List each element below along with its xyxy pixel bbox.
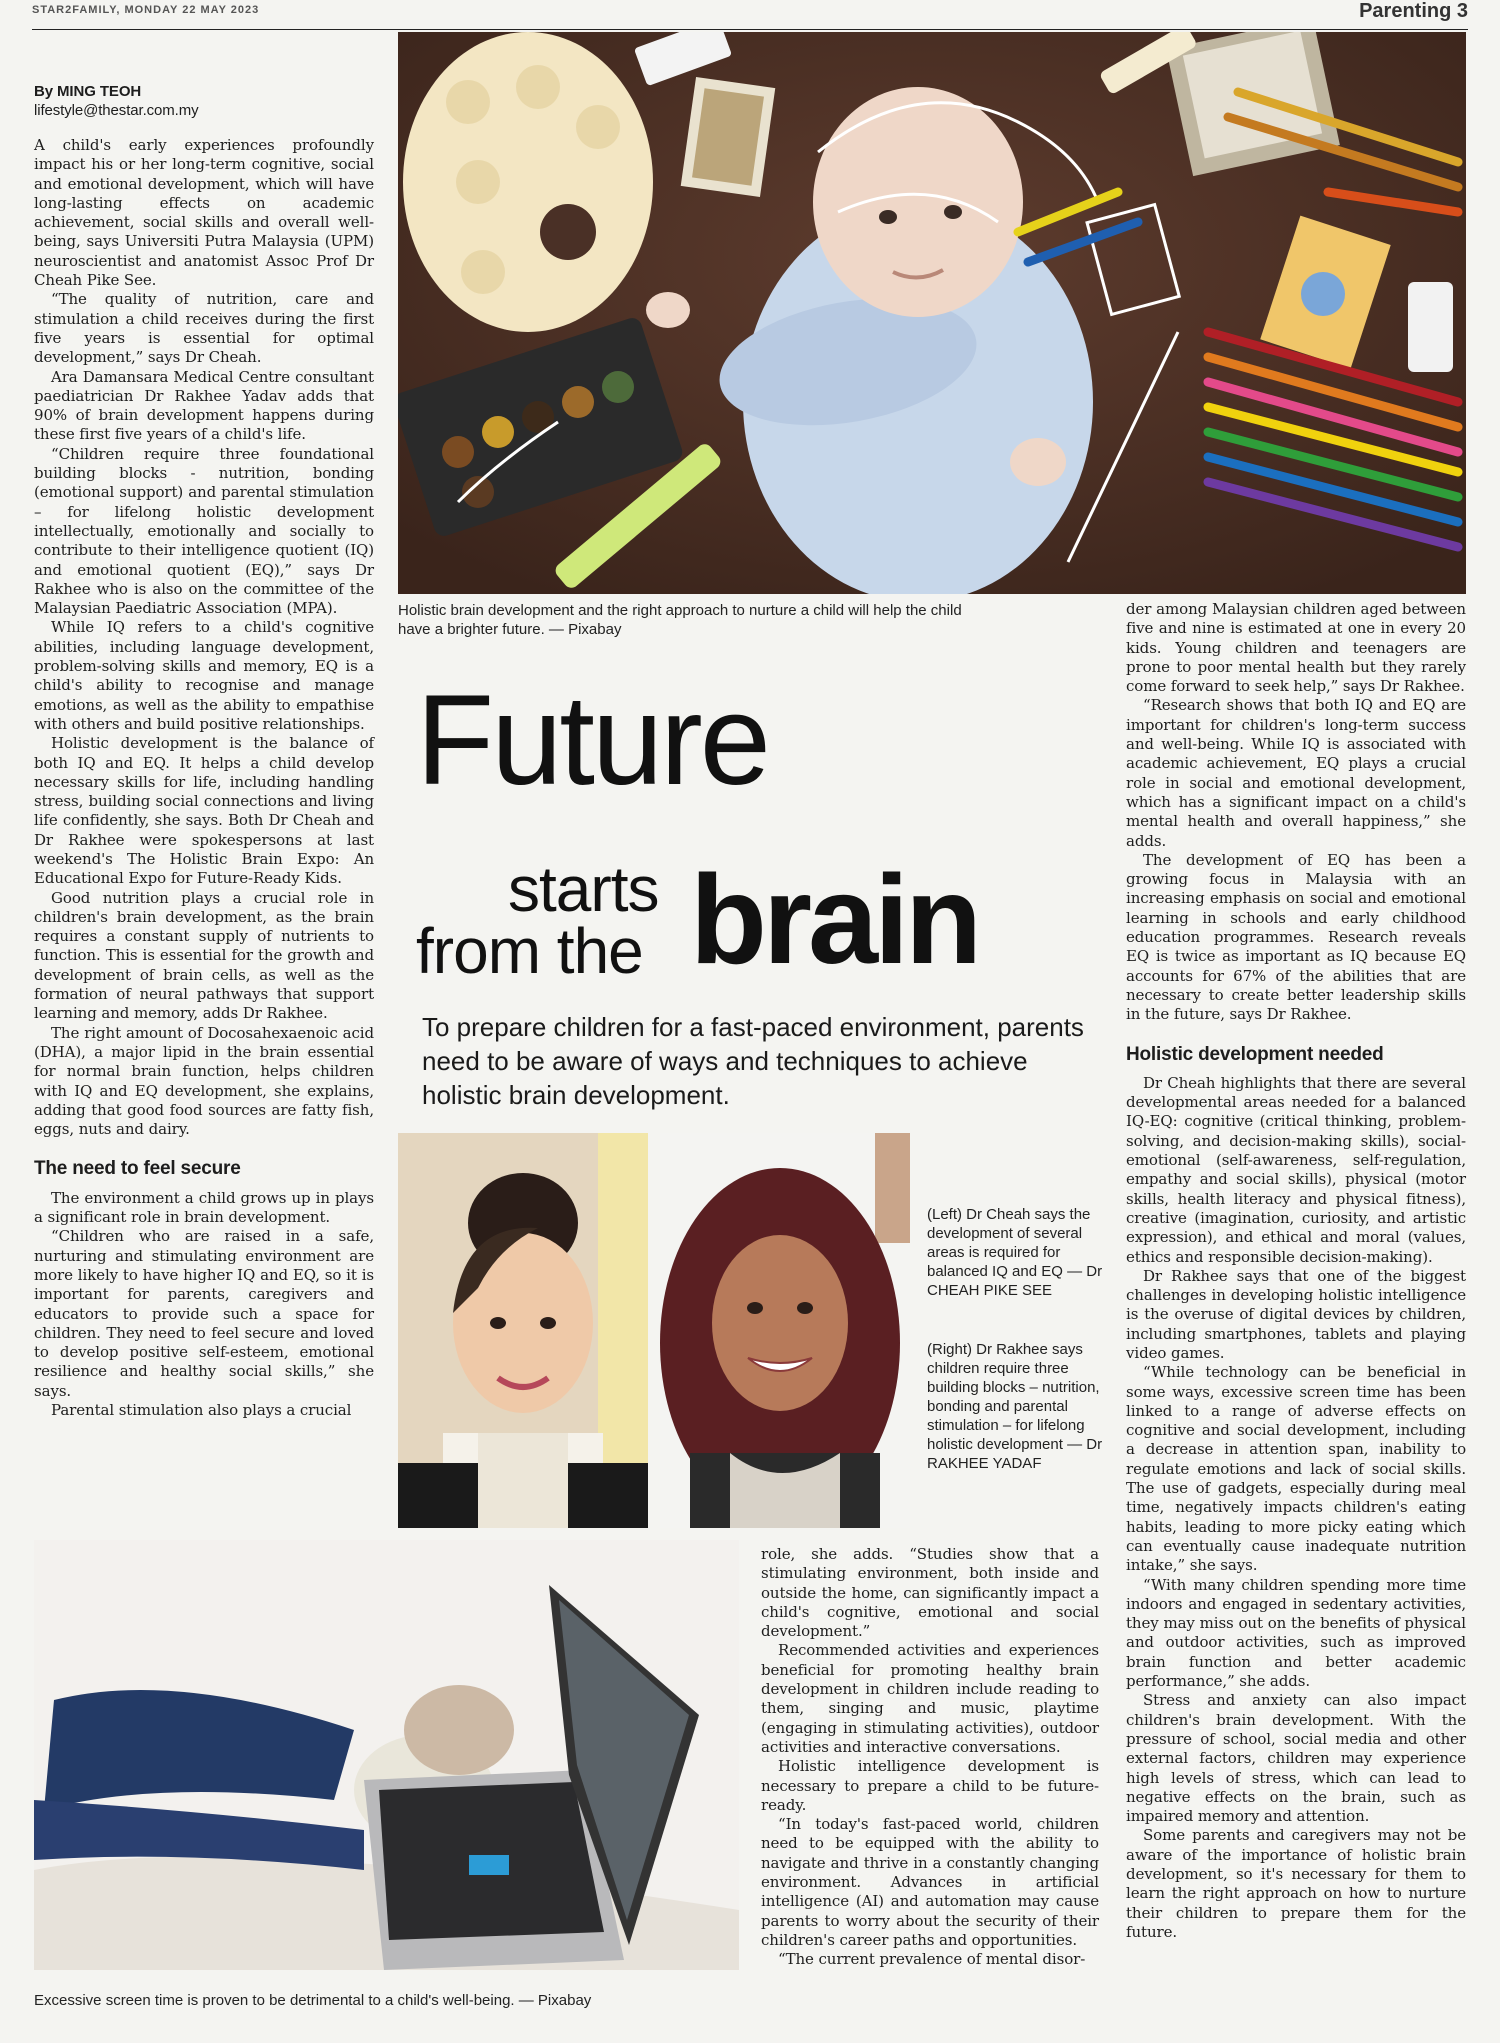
paragraph: “The quality of nutrition, care and stimulation a child receives during the first five years is essential for optimal development,” says Dr Cheah. xyxy=(34,290,374,367)
laptop-photo-caption: Excessive screen time is proven to be detrimental to a child's well-being. — Pixabay xyxy=(34,1992,592,2009)
paragraph: role, she adds. “Studies show that a stimulating environment, both inside and outside the home, can significantly impact a child's cognitive, emotional and social development.” xyxy=(761,1545,1099,1641)
byline-name: By MING TEOH xyxy=(34,83,142,100)
column-left xyxy=(34,82,374,1420)
paragraph: Holistic intelligence development is necessary to prepare a child to be future-ready. xyxy=(761,1757,1099,1814)
paragraph: “Children require three foundational building blocks - nutrition, bonding (emotional support) and parental stimulation – for lifelong holistic development intellectually, emotionally and socially to contribute to their intelligence quotient (IQ) and emotional quotient (EQ),” says Dr Rakhee who is also on the committee of the Malaysian Paediatric Association (MPA). xyxy=(34,444,374,618)
baby-art-illustration xyxy=(398,32,1466,594)
paragraph: “Children who are raised in a safe, nurturing and stimulating environment are more likely to have higher IQ and EQ, so it is important for parents, caregivers and educators to provide such a space for children. They need to feel secure and loved to develop positive self-esteem, emotional resilience and healthy social skills,” she says. xyxy=(34,1227,374,1400)
paragraph: Holistic development is the balance of both IQ and EQ. It helps a child develop necessary skills for life, including handling stress, building social connections and living life confidently, she says. Both Dr Cheah and Dr Rakhee were spokespersons at last weekend's The Holistic Brain Expo: An Educational Expo for Future-Ready Kids. xyxy=(34,734,374,888)
paragraph: Some parents and caregivers may not be aware of the importance of holistic brain development, so it's necessary for them to learn the right approach on how to nurture their children to prepare them for the future. xyxy=(1126,1826,1466,1941)
subhead-holistic: Holistic development needed xyxy=(1126,1043,1384,1065)
paragraph: Stress and anxiety can also impact children's brain development. With the pressure of school, social media and other external factors, children may experience high levels of stress, which can lead to negative effects on the brain, such as impaired memory and attention. xyxy=(1126,1691,1466,1826)
paragraph: Good nutrition plays a crucial role in children's brain development, as the brain requires a constant supply of nutrients to function. This is essential for the growth and development of brain cells, as well as the formation of neural pathways that support learning and memory, adds Dr Rakhee. xyxy=(34,888,374,1023)
header-section-date: STAR2FAMILY, MONDAY 22 MAY 2023 xyxy=(32,4,260,16)
portrait-caption-right: (Right) Dr Rakhee says children require three building blocks – nutrition, bonding and parental stimulation – for lifelong holistic development — Dr RAKHEE YADAF xyxy=(927,1341,1103,1472)
byline-email[interactable]: lifestyle@thestar.com.my xyxy=(34,102,199,119)
paragraph: The right amount of Docosahexaenoic acid (DHA), a major lipid in the brain essential for normal brain function, helps children with IQ and EQ development, she explains, adding that good food sources are fatty fish, eggs, nuts and dairy. xyxy=(34,1023,374,1139)
headline-future: Future xyxy=(416,669,768,812)
portrait-cheah-illustration xyxy=(398,1133,648,1528)
laptop-photo xyxy=(34,1540,739,1970)
headline-brain: brain xyxy=(690,849,979,990)
paragraph: “With many children spending more time indoors and engaged in sedentary activities, they may miss out on the benefits of physical and outdoor activities, such as improved brain function and better academic performance,” she adds. xyxy=(1126,1575,1466,1691)
paragraph: A child's early experiences profoundly impact his or her long-term cognitive, social and emotional development, which will have long-lasting effects on academic achievement, social skills and overall well-being, says Universiti Putra Malaysia (UPM) neuroscientist and anatomist Assoc Prof Dr Cheah Pike See. xyxy=(34,136,374,290)
main-photo-baby xyxy=(398,32,1466,594)
paragraph: “In today's fast-paced world, children need to be equipped with the ability to navigate and thrive in a constantly changing environment. Advances in artificial intelligence (AI) and automation may cause parents to worry about the security of their children's career paths and opportunities. xyxy=(761,1815,1099,1949)
paragraph: The environment a child grows up in plays a significant role in brain development. xyxy=(34,1188,374,1227)
header-section-page: Parenting 3 xyxy=(1359,0,1468,22)
paragraph: The development of EQ has been a growing focus in Malaysia with an increasing emphasis on social and emotional learning in schools and early childhood education programmes. Research reveals EQ is twice as important as IQ because EQ accounts for 67% of the abilities that are necessary to create better leadership skills in the future, says Dr Rakhee. xyxy=(1126,850,1466,1024)
portrait-caption-left: (Left) Dr Cheah says the development of several areas is required for balanced IQ and EQ — Dr CHEAH PIKE SEE xyxy=(927,1206,1103,1299)
portrait-rakhee-illustration xyxy=(660,1133,910,1528)
portrait-dr-rakhee xyxy=(660,1133,910,1528)
subhead-secure: The need to feel secure xyxy=(34,1158,241,1180)
paragraph: “The current prevalence of mental disor- xyxy=(778,1950,1086,1969)
column-right xyxy=(1126,600,1466,1942)
standfirst: To prepare children for a fast-paced environment, parents need to be aware of ways and techniques to achieve holistic brain development. xyxy=(422,1012,1084,1110)
headline-starts: starts xyxy=(508,853,659,925)
paragraph: “Research shows that both IQ and EQ are important for children's long-term success and well-being. While IQ is associated with academic achievement, EQ plays a crucial role in social and emotional development, which has a significant impact on a child's mental health and overall happiness,” she adds. xyxy=(1126,696,1466,850)
paragraph: Dr Cheah highlights that there are several developmental areas needed for a balanced IQ-EQ: cognitive (critical thinking, problem-solving, and decision-making skills), social-emotional (self-awareness, self-regulation, empathy and social skills), physical (motor skills, health literacy and physical fitness), creative (imagination, curiosity, and artistic expression), and ethical and moral (values, ethics and responsible decision-making). xyxy=(1126,1073,1466,1266)
portrait-dr-cheah xyxy=(398,1133,648,1528)
paragraph: Recommended activities and experiences beneficial for promoting healthy brain development in children include reading to them, singing and music, playtime (engaging in stimulating activities), outdoor activities and interactive conversations. xyxy=(761,1641,1099,1756)
paragraph: “While technology can be beneficial in some ways, excessive screen time has been linked to a range of adverse effects on cognitive and social development, including a decrease in attention span, inability to regulate emotions and lack of social skills. The use of gadgets, especially during meal time, negatively impacts children's eating habits, leading to more picky eating which can eventually cause inadequate nutrition intake,” she says. xyxy=(1126,1363,1466,1575)
paragraph: While IQ refers to a child's cognitive abilities, including language development, problem-solving skills and memory, EQ is a child's ability to recognise and manage emotions, as well as the ability to empathise with others and build positive relationships. xyxy=(34,618,374,733)
paragraph: der among Malaysian children aged between five and nine is estimated at one in every 20 kids. Young children and teenagers are prone to poor mental health but they rarely come forward to seek help,” says Dr Rakhee. xyxy=(1126,600,1466,696)
column-middle xyxy=(761,1545,1099,1970)
page-header xyxy=(32,0,1468,30)
laptop-baby-illustration xyxy=(34,1540,739,1970)
paragraph: Parental stimulation also plays a crucial xyxy=(51,1401,352,1419)
paragraph: Dr Rakhee says that one of the biggest challenges in developing holistic intelligence is the overuse of digital devices by children, including smartphones, tablets and playing video games. xyxy=(1126,1266,1466,1362)
paragraph: Ara Damansara Medical Centre consultant paediatrician Dr Rakhee Yadav adds that 90% of brain development happens during these first five years of a child's life. xyxy=(34,367,374,444)
headline-from-the: from the xyxy=(416,915,643,987)
main-photo-caption: Holistic brain development and the right approach to nurture a child will help the child have a brighter future. — Pixabay xyxy=(398,602,962,638)
